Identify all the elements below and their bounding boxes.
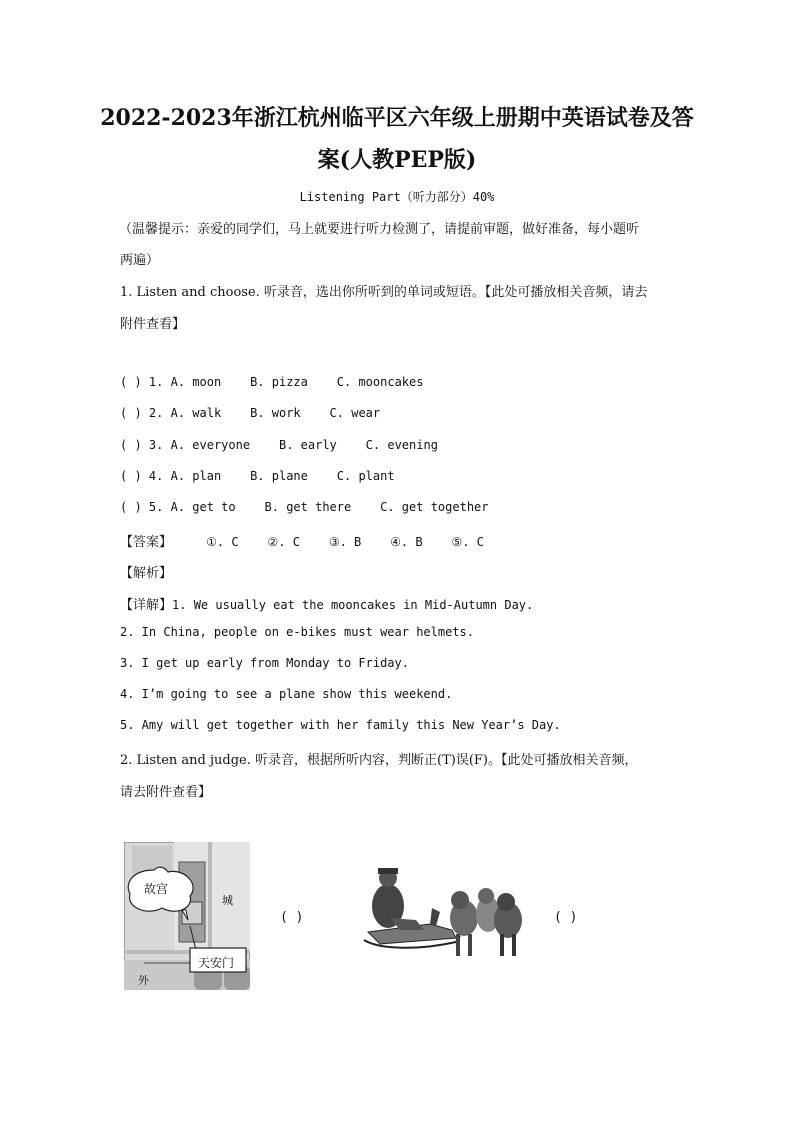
answer-paren: ( )	[120, 438, 142, 452]
title-line-1: 2022-2023年浙江杭州临平区六年级上册期中英语试卷及答	[100, 105, 694, 131]
item-number: 3.	[148, 438, 164, 452]
detail-line: 2. In China, people on e-bikes must wear helmets.	[120, 625, 475, 639]
map-label-gugong: 故宫	[144, 882, 169, 896]
answer-paren-1[interactable]: ( )	[280, 910, 304, 925]
q1-header-line-2: 附件查看】	[120, 317, 186, 332]
item-options: A. walk B. work C. wear	[170, 406, 381, 420]
answer-row	[120, 531, 484, 550]
detail-line: 1. We usually eat the mooncakes in Mid-Autumn Day.	[172, 598, 534, 612]
q1-header-line-1: 1. Listen and choose. 听录音，选出你所听到的单词或短语。【此处可播放相关音频，请去	[120, 285, 648, 300]
dog-sled-drawing	[360, 862, 526, 962]
q1-item	[120, 469, 395, 483]
note-line-2: 两遍）	[120, 253, 160, 268]
detail-label: 【详解】	[120, 598, 173, 613]
q2-header-line-1: 2. Listen and judge. 听录音，根据所听内容，判断正(T)误(F)。【此处可播放相关音频，	[120, 753, 638, 768]
title-line-2: 案(人教PEP版)	[317, 147, 477, 173]
analysis-label: 【解析】	[120, 566, 173, 581]
answer-paren-2[interactable]: ( )	[554, 910, 578, 925]
item-options: A. moon B. pizza C. mooncakes	[170, 375, 424, 389]
answer-paren: ( )	[120, 406, 142, 420]
map-label-wai: 外	[138, 974, 149, 987]
answer-paren: ( )	[120, 500, 142, 514]
detail-row	[120, 594, 533, 613]
item-options: A. everyone B. early C. evening	[170, 438, 438, 452]
answer-paren: ( )	[120, 469, 142, 483]
answer-values: ①. C ②. C ③. B ④. B ⑤. C	[206, 535, 484, 549]
q1-item	[120, 500, 489, 514]
q1-item	[120, 406, 380, 420]
detail-line: 5. Amy will get together with her family this New Year’s Day.	[120, 718, 561, 732]
item-number: 5.	[148, 500, 164, 514]
note-line-1: （温馨提示：亲爱的同学们，马上就要进行听力检测了，请提前审题，做好准备，每小题听	[119, 222, 640, 237]
item-number: 4.	[148, 469, 164, 483]
detail-line: 4. I’m going to see a plane show this weekend.	[120, 687, 453, 701]
map-label-tiananmen: 天安门	[198, 956, 235, 970]
item-options: A. get to B. get there C. get together	[170, 500, 489, 514]
beijing-map-image	[124, 842, 250, 990]
detail-line: 3. I get up early from Monday to Friday.	[120, 656, 409, 670]
q1-item	[120, 438, 438, 452]
q1-item	[120, 375, 423, 389]
item-number: 2.	[148, 406, 164, 420]
q2-header-line-2: 请去附件查看】	[120, 785, 212, 800]
answer-paren: ( )	[120, 375, 142, 389]
item-options: A. plan B. plane C. plant	[170, 469, 395, 483]
answer-label: 【答案】	[120, 535, 173, 550]
dog-sled-image	[360, 862, 526, 962]
section-heading: Listening Part（听力部分）40%	[299, 190, 495, 204]
item-number: 1.	[148, 375, 164, 389]
map-label-cheng: 城	[222, 894, 233, 907]
